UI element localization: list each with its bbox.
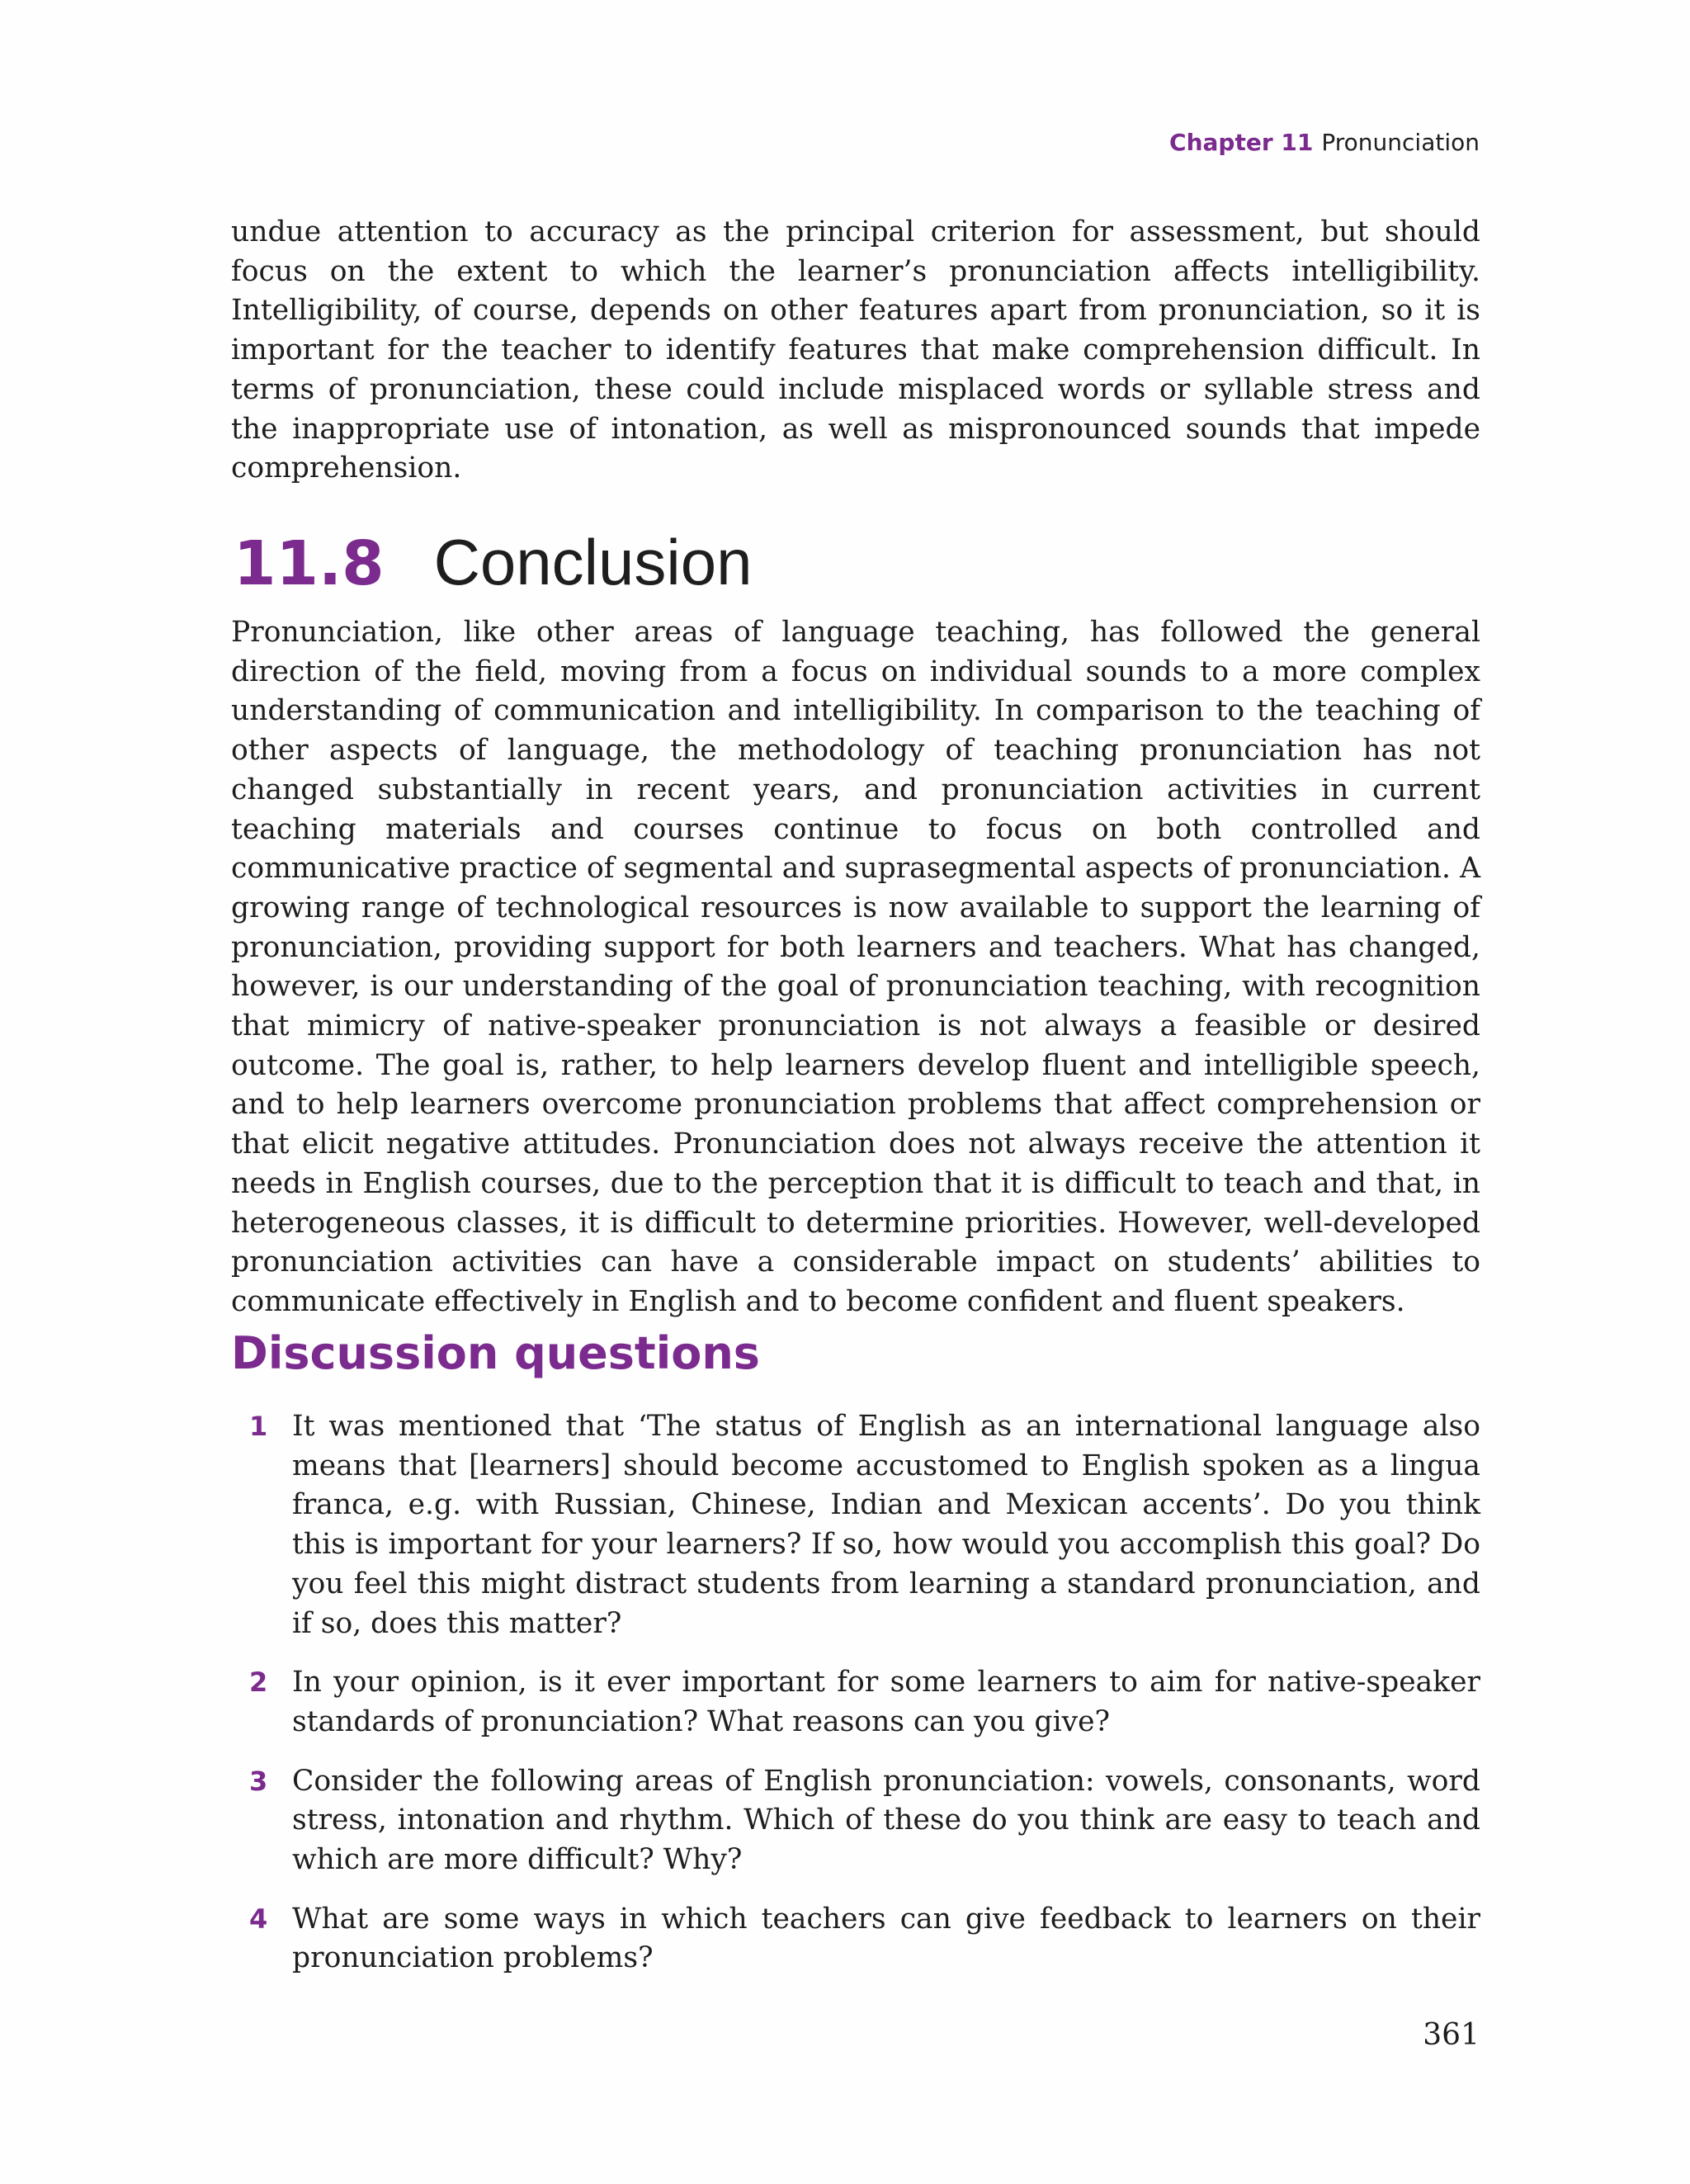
conclusion-paragraph: Pronunciation, like other areas of language teaching, has followed the general direction of the field, moving from a focus on individual sounds to a more complex understanding of communication and intelligibility. In comparison to the teaching of other aspects of language, the methodology of teaching pronunciation has not changed substantially in recent years, and pronunciation activities in current teaching materials and courses continue to focus on both controlled and communicative practice of segmental and suprasegmental aspects of pronunciation. A growing range of technological resources is now available to support the learning of pronunciation, providing support for both learners and teachers. What has changed, however, is our understanding of the goal of pronunciation teaching, with recognition that mimicry of native-speaker pronunciation is not always a feasible or desired outcome. The goal is, rather, to help learners develop fluent and intelligible speech, and to help learners overcome pronunciation problems that affect comprehension or that elicit negative attitudes. Pronunciation does not always receive the attention it needs in English courses, due to the perception that it is difficult to teach and that, in heterogeneous classes, it is difficult to determine priorities. However, well-developed pronunciation activities can have a considerable impact on students’ abilities to communicate effectively in English and to become confident and fluent speakers.: [231, 616, 1480, 1318]
question-number: 4: [249, 1903, 268, 1935]
discussion-question: [231, 1407, 1480, 1643]
question-text: Consider the following areas of English pronunciation: vowels, consonants, word stress, intonation and rhythm. Which of these do you think are easy to teach and which are more difficult? Why?: [292, 1764, 1480, 1877]
discussion-question: [231, 1900, 1480, 1978]
section-title: Conclusion: [433, 526, 753, 598]
running-head-title: Pronunciation: [1321, 129, 1480, 156]
discussion-question: [231, 1762, 1480, 1880]
discussion-heading: Discussion questions: [231, 1327, 760, 1379]
page-number: 361: [1423, 2018, 1480, 2052]
question-text: In your opinion, is it ever important for some learners to aim for native-speaker standards of pronunciation? What reasons can you give?: [292, 1666, 1480, 1738]
question-text: It was mentioned that ‘The status of English as an international language also means that [learners] should become accustomed to English spoken as a lingua franca, e.g. with Russian, Chinese, Indian and Mexican accents’. Do you think this is important for your learners? If so, how would you accomplish this goal? Do you feel this might distract students from learning a standard pronunciation, and if so, does this matter?: [292, 1410, 1480, 1640]
discussion-question-list: [231, 1407, 1480, 1998]
question-number: 3: [249, 1765, 268, 1797]
discussion-question: [231, 1663, 1480, 1742]
question-text: What are some ways in which teachers can give feedback to learners on their pronunciation problems?: [292, 1902, 1480, 1975]
question-number: 2: [249, 1666, 268, 1699]
running-head-chapter: Chapter 11: [1169, 129, 1314, 156]
section-heading: [234, 525, 752, 599]
continuation-paragraph: undue attention to accuracy as the principal criterion for assessment, but should focus on the extent to which the learner’s pronunciation affects intelligibility. Intelligibility, of course, depends on other features apart from pronunciation, so it is important for the teacher to identify features that make comprehension difficult. In terms of pronunciation, these could include misplaced words or syllable stress and the inappropriate use of intonation, as well as mispronounced sounds that impede comprehension.: [231, 215, 1480, 485]
running-head: [1169, 129, 1480, 156]
question-number: 1: [249, 1411, 268, 1442]
section-number: 11.8: [234, 528, 385, 599]
